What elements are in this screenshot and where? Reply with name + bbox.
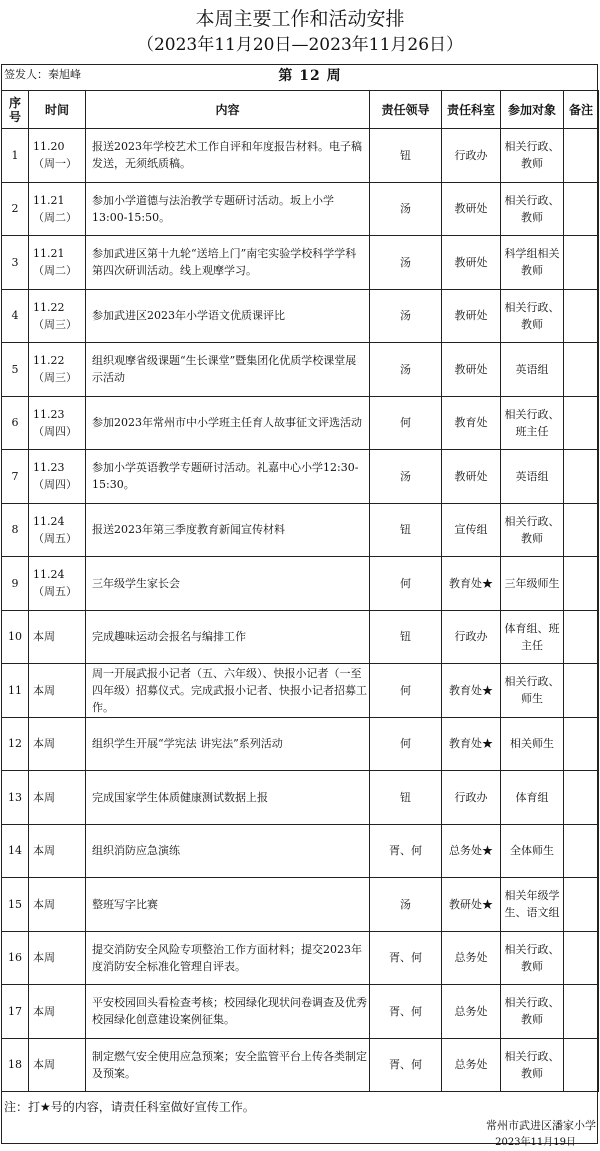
row-leader: 胥、何 (370, 1038, 442, 1092)
row-number: 14 (2, 824, 29, 878)
row-remark (564, 771, 599, 825)
row-content: 完成趣味运动会报名与编排工作 (86, 610, 370, 664)
row-number: 4 (2, 289, 29, 343)
row-target: 相关行政、教师 (501, 182, 564, 236)
row-time: 11.22（周三） (29, 343, 86, 397)
col-header-time: 时间 (29, 91, 86, 129)
col-header-content: 内容 (86, 91, 370, 129)
col-header-remark: 备注 (564, 91, 599, 129)
row-content: 三年级学生家长会 (86, 557, 370, 611)
row-time: 11.20（周一） (29, 129, 86, 183)
row-target: 体育组 (501, 771, 564, 825)
col-header-dept: 责任科室 (442, 91, 501, 129)
row-dept: 总务处 (442, 985, 501, 1039)
row-remark (564, 503, 599, 557)
row-leader: 汤 (370, 450, 442, 504)
table-row (2, 182, 599, 236)
row-number: 2 (2, 182, 29, 236)
table-row (2, 557, 599, 611)
row-content: 参加武进区第十九轮“送培上门”南宅实验学校科学学科第四次研训活动。线上观摩学习。 (86, 236, 370, 290)
row-leader: 胥、何 (370, 931, 442, 985)
table-row (2, 717, 599, 771)
row-remark (564, 182, 599, 236)
table-row (2, 129, 599, 183)
table-row (2, 343, 599, 397)
row-dept: 行政办 (442, 610, 501, 664)
row-target: 科学组相关教师 (501, 236, 564, 290)
week-number: 第 12 周 (278, 68, 342, 84)
row-target: 相关行政、教师 (501, 129, 564, 183)
row-number: 13 (2, 771, 29, 825)
row-dept: 总务处 (442, 1038, 501, 1092)
row-content: 报送2023年学校艺术工作自评和年度报告材料。电子稿发送，无须纸质稿。 (86, 129, 370, 183)
table-row (2, 824, 599, 878)
row-number: 18 (2, 1038, 29, 1092)
row-time: 11.24（周五） (29, 503, 86, 557)
row-remark (564, 985, 599, 1039)
row-time: 本周 (29, 985, 86, 1039)
row-time: 11.22（周三） (29, 289, 86, 343)
row-remark (564, 664, 599, 718)
row-leader: 汤 (370, 343, 442, 397)
row-dept: 教研处 (442, 182, 501, 236)
row-dept: 行政办 (442, 771, 501, 825)
row-time: 11.23（周四） (29, 450, 86, 504)
row-dept: 总务处 (442, 931, 501, 985)
row-remark (564, 557, 599, 611)
row-content: 参加小学道德与法治教学专题研讨活动。坂上小学13:00-15:50。 (86, 182, 370, 236)
row-number: 11 (2, 664, 29, 718)
row-leader: 何 (370, 396, 442, 450)
row-number: 3 (2, 236, 29, 290)
row-number: 16 (2, 931, 29, 985)
row-time: 11.24（周五） (29, 557, 86, 611)
row-dept: 教育处★ (442, 717, 501, 771)
col-header-leader: 责任领导 (370, 91, 442, 129)
table-row (2, 503, 599, 557)
row-target: 体育组、班主任 (501, 610, 564, 664)
row-target: 相关行政、教师 (501, 289, 564, 343)
col-header-no: 序号 (2, 91, 29, 129)
row-dept: 教育处★ (442, 664, 501, 718)
row-target: 相关行政、教师 (501, 931, 564, 985)
row-content: 参加小学英语教学专题研讨活动。礼嘉中心小学12:30-15:30。 (86, 450, 370, 504)
row-leader: 何 (370, 557, 442, 611)
row-dept: 教研处★ (442, 878, 501, 932)
row-target: 相关行政、教师 (501, 503, 564, 557)
row-remark (564, 931, 599, 985)
row-remark (564, 878, 599, 932)
row-time: 11.21（周二） (29, 182, 86, 236)
row-number: 10 (2, 610, 29, 664)
row-remark (564, 717, 599, 771)
row-content: 组织学生开展“学宪法 讲宪法”系列活动 (86, 717, 370, 771)
row-number: 17 (2, 985, 29, 1039)
row-time: 11.21（周二） (29, 236, 86, 290)
row-leader: 何 (370, 664, 442, 718)
col-header-target: 参加对象 (501, 91, 564, 129)
row-dept: 教研处 (442, 236, 501, 290)
table-row (2, 931, 599, 985)
signer-label: 签发人：秦旭峰 (4, 68, 81, 81)
row-time: 本周 (29, 878, 86, 932)
row-target: 相关年级学生、语文组 (501, 878, 564, 932)
row-remark (564, 450, 599, 504)
row-time: 本周 (29, 717, 86, 771)
row-target: 相关行政、教师 (501, 985, 564, 1039)
table-row (2, 771, 599, 825)
row-content: 参加2023年常州市中小学班主任育人故事征文评选活动 (86, 396, 370, 450)
row-target: 相关行政、教师 (501, 1038, 564, 1092)
row-content: 完成国家学生体质健康测试数据上报 (86, 771, 370, 825)
row-remark (564, 236, 599, 290)
row-leader: 钮 (370, 129, 442, 183)
schedule-table (1, 90, 599, 1092)
row-number: 7 (2, 450, 29, 504)
row-remark (564, 129, 599, 183)
row-leader: 钮 (370, 771, 442, 825)
row-remark (564, 343, 599, 397)
row-time: 11.23（周四） (29, 396, 86, 450)
row-dept: 行政办 (442, 129, 501, 183)
row-content: 提交消防安全风险专项整治工作方面材料；提交2023年度消防安全标准化管理自评表。 (86, 931, 370, 985)
row-number: 5 (2, 343, 29, 397)
row-content: 参加武进区2023年小学语文优质课评比 (86, 289, 370, 343)
row-dept: 教研处 (442, 343, 501, 397)
row-time: 本周 (29, 931, 86, 985)
table-row (2, 289, 599, 343)
row-content: 整班写字比赛 (86, 878, 370, 932)
row-leader: 钮 (370, 610, 442, 664)
row-content: 周一开展武报小记者（五、六年级）、快报小记者（一至四年级）招募仪式。完成武报小记者、快报小记者招募工作。 (86, 664, 370, 718)
row-leader: 钮 (370, 503, 442, 557)
row-content: 制定燃气安全使用应急预案；安全监管平台上传各类制定及预案。 (86, 1038, 370, 1092)
row-dept: 宣传组 (442, 503, 501, 557)
row-content: 平安校园回头看检查考核；校园绿化现状问卷调查及优秀校园绿化创意建设案例征集。 (86, 985, 370, 1039)
row-content: 组织消防应急演练 (86, 824, 370, 878)
school-name: 常州市武进区潘家小学 (486, 1119, 596, 1132)
row-content: 组织观摩省级课题“生长课堂”暨集团化优质学校课堂展示活动 (86, 343, 370, 397)
table-row (2, 236, 599, 290)
row-dept: 教育处 (442, 396, 501, 450)
footnote: 注：打★号的内容，请责任科室做好宣传工作。 (4, 1100, 255, 1114)
page-title: 本周主要工作和活动安排 (195, 8, 405, 30)
row-number: 9 (2, 557, 29, 611)
table-row (2, 610, 599, 664)
table-row (2, 396, 599, 450)
row-content: 报送2023年第三季度教育新闻宣传材料 (86, 503, 370, 557)
row-leader: 胥、何 (370, 985, 442, 1039)
row-dept: 教研处 (442, 289, 501, 343)
row-leader: 汤 (370, 878, 442, 932)
row-remark (564, 1038, 599, 1092)
row-number: 8 (2, 503, 29, 557)
table-row (2, 1038, 599, 1092)
row-leader: 汤 (370, 182, 442, 236)
row-remark (564, 396, 599, 450)
row-dept: 教育处★ (442, 557, 501, 611)
row-time: 本周 (29, 610, 86, 664)
row-number: 6 (2, 396, 29, 450)
row-target: 英语组 (501, 450, 564, 504)
date-range-subtitle: （2023年11月20日—2023年11月26日） (136, 35, 464, 55)
row-leader: 胥、何 (370, 824, 442, 878)
row-leader: 何 (370, 717, 442, 771)
row-dept: 教研处 (442, 450, 501, 504)
row-remark (564, 824, 599, 878)
issue-date: 2023年11月19日 (495, 1137, 576, 1148)
table-row (2, 985, 599, 1039)
row-target: 相关行政、师生 (501, 664, 564, 718)
row-remark (564, 610, 599, 664)
row-time: 本周 (29, 1038, 86, 1092)
row-time: 本周 (29, 771, 86, 825)
row-leader: 汤 (370, 236, 442, 290)
table-header-row (2, 91, 599, 129)
row-leader: 汤 (370, 289, 442, 343)
row-number: 12 (2, 717, 29, 771)
row-dept: 总务处★ (442, 824, 501, 878)
row-target: 相关行政、班主任 (501, 396, 564, 450)
row-number: 1 (2, 129, 29, 183)
table-row (2, 450, 599, 504)
row-time: 本周 (29, 664, 86, 718)
row-target: 英语组 (501, 343, 564, 397)
row-number: 15 (2, 878, 29, 932)
row-target: 全体师生 (501, 824, 564, 878)
row-remark (564, 289, 599, 343)
row-target: 相关师生 (501, 717, 564, 771)
table-row (2, 878, 599, 932)
table-row (2, 664, 599, 718)
row-time: 本周 (29, 824, 86, 878)
row-target: 三年级师生 (501, 557, 564, 611)
